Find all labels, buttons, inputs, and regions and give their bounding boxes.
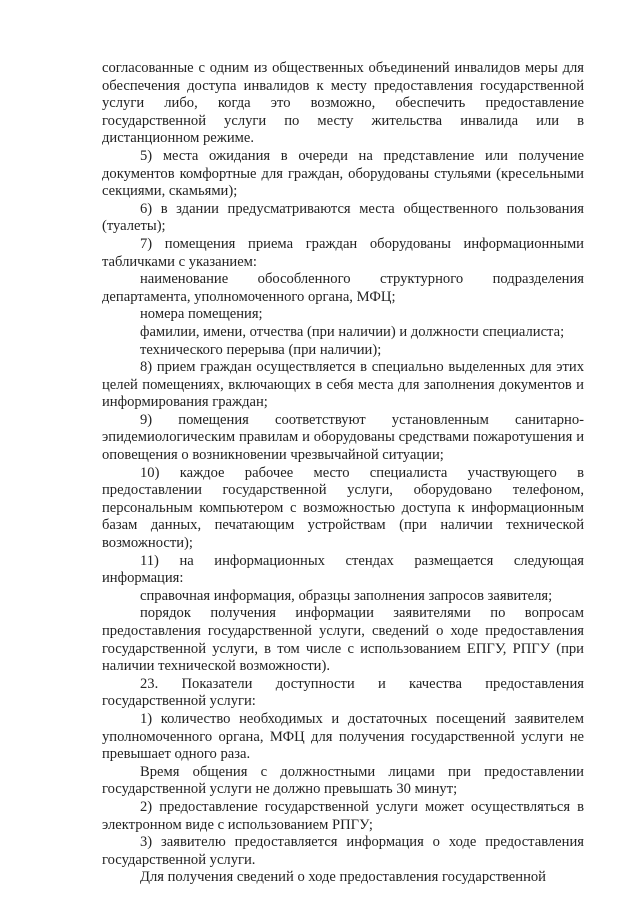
paragraph-subdivision-name: наименование обособленного структурного подразделения департамента, уполномоченного органа, МФЦ; xyxy=(102,271,584,305)
paragraph-item-5-waiting-places: 5) места ожидания в очереди на представление или получение документов комфортные для граждан, оборудованы стульями (кресельными секциями, скамьями); xyxy=(102,147,584,200)
paragraph-progress-info-continued: Для получения сведений о ходе предоставления государственной xyxy=(140,869,546,886)
paragraph-info-procedure: порядок получения информации заявителями по вопросам предоставления государственной услуги, сведений о ходе предоставления государственной услуги, в том числе с использованием ЕПГУ, РПГУ (при наличии технической возможности). xyxy=(102,605,584,675)
paragraph-reference-info: справочная информация, образцы заполнения запросов заявителя; xyxy=(140,587,553,604)
paragraph-item-6-public-facilities: 6) в здании предусматриваются места общественного пользования (туалеты); xyxy=(102,200,584,235)
paragraph-communication-time: Время общения с должностными лицами при предоставлении государственной услуги не должно превышать 30 минут; xyxy=(102,763,584,798)
paragraph-room-number: номера помещения; xyxy=(140,306,263,323)
paragraph-item-8-reception: 8) прием граждан осуществляется в специально выделенных для этих целей помещениях, включающих в себя места для заполнения документов и информирования граждан; xyxy=(102,359,584,411)
paragraph-item-3-progress-info: 3) заявителю предоставляется информация о ходе предоставления государственной услуги. xyxy=(102,834,584,868)
paragraph-technical-break: технического перерыва (при наличии); xyxy=(140,341,382,358)
paragraph-item-1-visits: 1) количество необходимых и достаточных посещений заявителем уполномоченного органа, МФЦ для получения государственной услуги не превышает одного раза. xyxy=(102,710,584,763)
paragraph-specialist-name: фамилии, имени, отчества (при наличии) и должности специалиста; xyxy=(140,323,565,340)
paragraph-section-23-heading: 23. Показатели доступности и качества предоставления государственной услуги: xyxy=(102,675,584,710)
paragraph-item-11-info-stands: 11) на информационных стендах размещается следующая информация: xyxy=(102,552,584,587)
paragraph-item-9-sanitary: 9) помещения соответствуют установленным санитарно-эпидемиологическим правилам и оборудованы средствами пожаротушения и оповещения о возникновении чрезвычайной ситуации; xyxy=(102,411,584,464)
paragraph-item-10-workplace: 10) каждое рабочее место специалиста участвующего в предоставлении государственной услуги, оборудовано телефоном, персональным компьютером с возможностью доступа к информационным базам данных, печатающим устройствам (при наличии технической возможности); xyxy=(102,464,584,552)
paragraph-accessibility-measures: согласованные с одним из общественных объединений инвалидов меры для обеспечения доступа инвалидов к месту предоставления государственной услуги либо, когда это возможно, обеспечить предоставление государственной услуги по месту жительства инвалида или в дистанционном режиме. xyxy=(102,60,584,147)
paragraph-item-2-electronic: 2) предоставление государственной услуги может осуществляться в электронном виде с использованием РПГУ; xyxy=(102,798,584,833)
paragraph-item-7-reception-rooms: 7) помещения приема граждан оборудованы информационными табличками с указанием: xyxy=(102,235,584,270)
